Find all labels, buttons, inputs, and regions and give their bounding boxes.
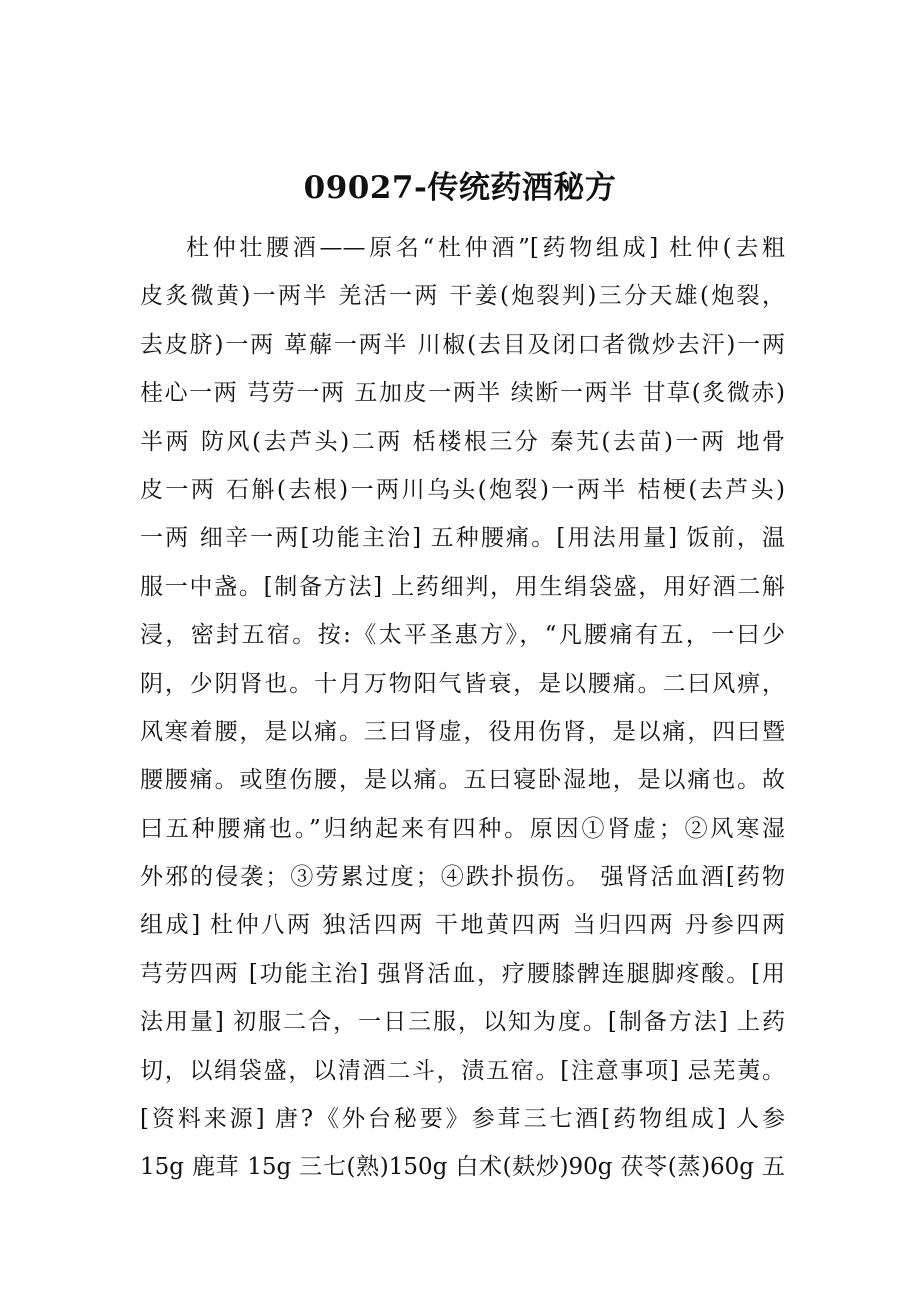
text-line: 组成] 杜仲八两 独活四两 干地黄四两 当归四两 丹参四两 [140,912,785,939]
document-body [140,226,785,1194]
text-line: [资料来源] 唐?《外台秘要》参茸三七酒[药物组成] 人参 [140,1106,785,1133]
text-line: 芎劳四两 [功能主治] 强肾活血，疗腰膝髀连腿脚疼酸。[用 [140,960,785,987]
text-line: 曰五种腰痛也。”归纳起来有四种。原因①肾虚；②风寒湿 [140,815,785,842]
text-line: 阴，少阴肾也。十月万物阳气皆衰，是以腰痛。二曰风痹， [140,670,785,697]
text-line: 一两 细辛一两[功能主治] 五种腰痛。[用法用量] 饭前，温 [140,525,785,552]
text-line: 服一中盏。[制备方法] 上药细判，用生绢袋盛，用好酒二斛 [140,573,785,600]
text-line: 外邪的侵袭；③劳累过度；④跌扑损伤。 强肾活血酒[药物 [140,864,785,891]
text-line: 15g 鹿茸 15g 三七(熟)150g 白术(麸炒)90g 茯苓(蒸)60g 五 [140,1154,785,1181]
text-line: 去皮脐)一两 萆薢一两半 川椒(去目及闭口者微炒去汗)一两 [140,331,785,358]
text-line: 风寒着腰，是以痛。三曰肾虚，役用伤肾，是以痛，四曰暨 [140,718,785,745]
text-line: 半两 防风(去芦头)二两 栝楼根三分 秦艽(去苗)一两 地骨 [140,428,785,455]
text-line: 法用量] 初服二合，一日三服，以知为度。[制备方法] 上药 [140,1009,785,1036]
text-line: 皮炙微黄)一两半 羌活一两 干姜(炮裂判)三分天雄(炮裂， [140,283,785,310]
text-line: 杜仲壮腰酒——原名“杜仲酒”[药物组成] 杜仲(去粗 [186,235,785,261]
text-line: 桂心一两 芎劳一两 五加皮一两半 续断一两半 甘草(炙微赤) [140,380,785,407]
text-line: 浸，密封五宿。按:《太平圣惠方》，“凡腰痛有五，一曰少 [140,622,785,649]
text-line: 腰腰痛。或堕伤腰，是以痛。五曰寝卧湿地，是以痛也。故 [140,767,785,794]
text-line: 切，以绢袋盛，以清酒二斗，渍五宿。[注意事项] 忌芜荑。 [140,1057,785,1084]
text-line: 皮一两 石斛(去根)一两川乌头(炮裂)一两半 桔梗(去芦头) [140,476,785,503]
document-title: 09027-传统药酒秘方 [303,169,617,206]
